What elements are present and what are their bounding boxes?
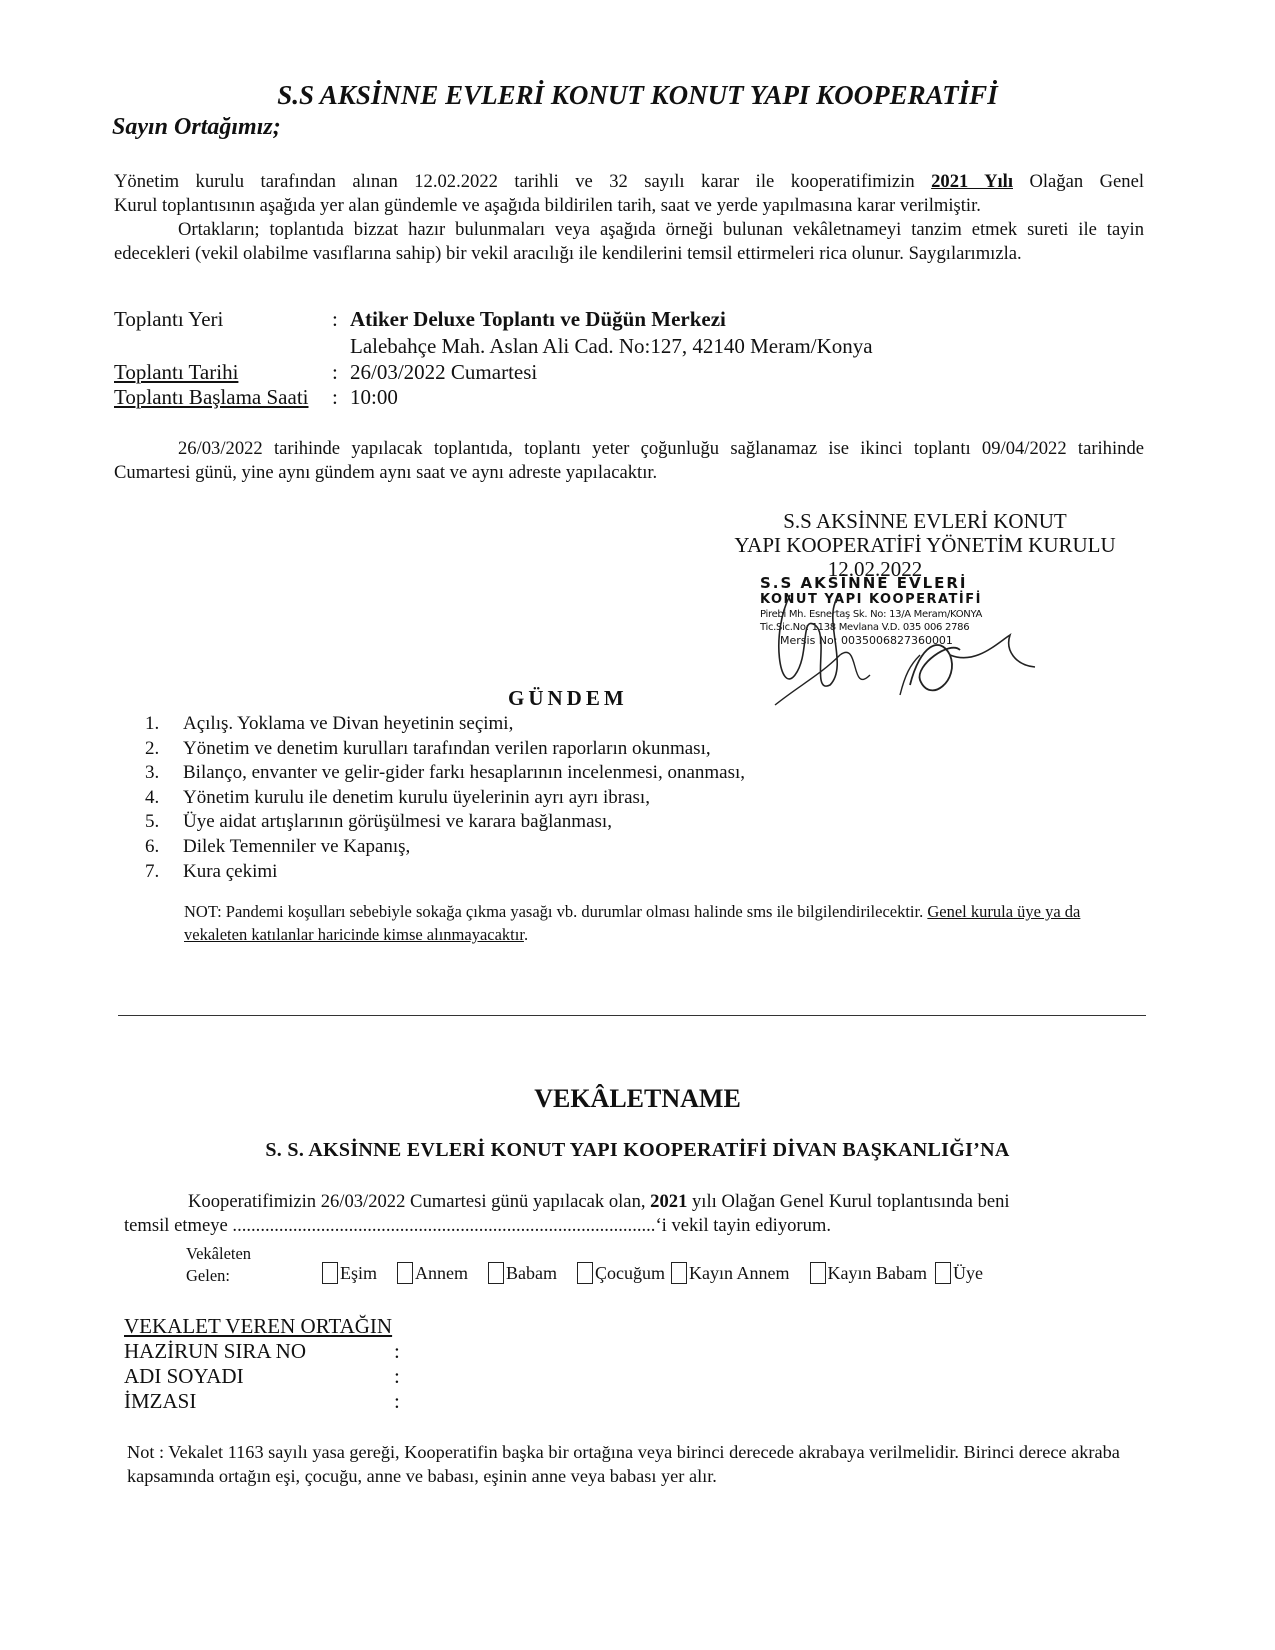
field-row-signature: İMZASI : — [124, 1389, 400, 1413]
checkbox-box[interactable] — [671, 1262, 687, 1284]
document-title: S.S AKSİNNE EVLERİ KONUT KONUT YAPI KOOPERATİFİ — [277, 80, 998, 110]
agenda-heading: GÜNDEM — [508, 686, 628, 710]
stamp-line-1: S.S AKSİNNE EVLERİ — [760, 574, 968, 592]
checkbox-kayin-babam[interactable]: Kayın Babam — [810, 1262, 927, 1284]
checkbox-kayin-annem[interactable]: Kayın Annem — [671, 1262, 790, 1284]
agenda-item: 6. Dilek Temenniler ve Kapanış, — [145, 835, 411, 857]
proxy-subtitle: S. S. AKSİNNE EVLERİ KONUT YAPI KOOPERATİFİ DİVAN BAŞKANLIĞI’NA — [265, 1139, 1010, 1161]
year-highlight: 2021 Yılı — [931, 171, 1013, 192]
checkbox-esim[interactable]: Eşim — [322, 1262, 377, 1284]
section-divider — [118, 1015, 1146, 1016]
checkbox-box[interactable] — [322, 1262, 338, 1284]
agenda-list — [145, 712, 745, 884]
proxy-giver-section — [124, 1314, 400, 1414]
proxy-title: VEKÂLETNAME — [534, 1084, 741, 1113]
intro-line-1: Yönetim kurulu tarafından alınan 12.02.2022 tarihli ve 32 sayılı karar ile kooperatifimizin 2021 Yılı Olağan Genel — [114, 171, 1145, 192]
signature-line-2: YAPI KOOPERATİFİ YÖNETİM KURULU — [734, 533, 1116, 557]
intro-paragraph-2: Ortakların; toplantıda bizzat hazır bulunmaları veya aşağıda örneği bulunan vekâletnameyi tanzim etmek sureti ile tayin edecekleri (vekil olabilme vasıflarına sahip) bir vekil aracılığı ile kendilerini temsil ettirmeleri rica olunur. Saygılarımızla. — [114, 219, 1144, 264]
proxy-relation-label: Vekâleten Gelen: — [186, 1244, 252, 1285]
meeting-place-name: Atiker Deluxe Toplantı ve Düğün Merkezi — [350, 307, 726, 331]
stamp-line-5: Mersis No: 0035006827360001 — [780, 634, 953, 647]
colon: : — [332, 307, 338, 331]
pandemic-note: NOT: Pandemi koşulları sebebiyle sokağa çıkma yasağı vb. durumlar olması halinde sms ile bilgilendirilecektir. Genel kurula üye ya da vekaleten katılanlar haricinde kimse alınmayacaktır. — [184, 902, 1081, 944]
stamp-line-4: Tic.Sic.No: 1138 Mevlana V.D. 035 006 2786 — [760, 622, 970, 633]
checkbox-cocugum[interactable]: Çocuğum — [577, 1262, 665, 1284]
name-field[interactable]: : — [394, 1364, 400, 1388]
stamp-line-3: Pirebi Mh. Esnertaş Sk. No: 13/A Meram/KONYA — [760, 609, 983, 620]
meeting-time-value: 10:00 — [350, 385, 398, 409]
colon: : — [332, 360, 338, 384]
field-row-name: ADI SOYADI : — [124, 1364, 400, 1388]
signature-line-1: S.S AKSİNNE EVLERİ KONUT — [783, 509, 1067, 533]
field-row-hazirun: HAZİRUN SIRA NO : — [124, 1339, 400, 1363]
proxy-body — [124, 1190, 1144, 1238]
checkbox-box[interactable] — [935, 1262, 951, 1284]
relation-checkboxes — [322, 1262, 1003, 1284]
agenda-item: 2. Yönetim ve denetim kurulları tarafından verilen raporların okunması, — [145, 737, 711, 759]
proxy-body-line-1: Kooperatifimizin 26/03/2022 Cumartesi günü yapılacak olan, 2021 yılı Olağan Genel Kurul toplantısında beni — [188, 1191, 1010, 1212]
checkbox-box[interactable] — [397, 1262, 413, 1284]
checkbox-box[interactable] — [810, 1262, 826, 1284]
handwritten-signature — [760, 555, 1060, 725]
meeting-place-label: Toplantı Yeri — [114, 307, 224, 331]
signature-field[interactable]: : — [394, 1389, 400, 1413]
cooperative-stamp — [760, 575, 1060, 725]
meeting-date-value: 26/03/2022 Cumartesi — [350, 360, 538, 384]
agenda-item: 7. Kura çekimi — [145, 860, 278, 882]
hazirun-no-field[interactable]: : — [394, 1339, 400, 1363]
intro-paragraph — [114, 170, 1144, 266]
agenda-item: 1. Açılış. Yoklama ve Divan heyetinin seçimi, — [145, 713, 514, 734]
signature-date: 12.02.2022 — [827, 557, 923, 581]
proxy-legal-note: Not : Vekalet 1163 sayılı yasa gereği, Kooperatifin başka bir ortağına veya birinci derecede akrabaya verilmelidir. Birinci derece akraba kapsamında ortağın eşi, çocuğu, anne ve babası, eşinin anne veya babası yer alır. — [127, 1442, 1120, 1486]
intro-line-2: Kurul toplantısının aşağıda yer alan gündemle ve aşağıda bildirilen tarih, saat ve yerde yapılmasına karar verilmiştir. — [114, 195, 981, 216]
proxy-giver-title: VEKALET VEREN ORTAĞIN — [124, 1314, 393, 1338]
meeting-date-label: Toplantı Tarihi — [114, 360, 239, 384]
colon: : — [332, 385, 338, 409]
checkbox-annem[interactable]: Annem — [397, 1262, 468, 1284]
agenda-item: 5. Üye aidat artışlarının görüşülmesi ve karara bağlanması, — [145, 811, 612, 833]
proxy-body-line-2: temsil etmeye ...........................................................................................‘i vekil tayin ediyorum. — [124, 1215, 832, 1236]
stamp-line-2: KONUT YAPI KOOPERATİFİ — [760, 592, 982, 607]
agenda-item: 3. Bilanço, envanter ve gelir-gider farkı hesaplarının incelenmesi, onanması, — [145, 762, 746, 784]
greeting: Sayın Ortağımız; — [112, 114, 281, 140]
meeting-time-label: Toplantı Başlama Saati — [114, 385, 309, 409]
meeting-place-address: Lalebahçe Mah. Aslan Ali Cad. No:127, 42140 Meram/Konya — [350, 334, 873, 358]
second-meeting-paragraph: 26/03/2022 tarihinde yapılacak toplantıda, toplantı yeter çoğunluğu sağlanamaz ise ikinci toplantı 09/04/2022 tarihinde Cumartesi günü, yine aynı gündem aynı saat ve aynı adreste yapılacaktır. — [114, 438, 1144, 483]
checkbox-babam[interactable]: Babam — [488, 1262, 557, 1284]
agenda-item: 4. Yönetim kurulu ile denetim kurulu üyelerinin ayrı ayrı ibrası, — [145, 786, 650, 808]
attendance-restriction: Genel kurula üye ya da vekaleten katılanlar haricinde kimse alınmayacaktır — [184, 902, 1081, 944]
checkbox-box[interactable] — [488, 1262, 504, 1284]
checkbox-uye[interactable]: Üye — [935, 1262, 983, 1284]
checkbox-box[interactable] — [577, 1262, 593, 1284]
